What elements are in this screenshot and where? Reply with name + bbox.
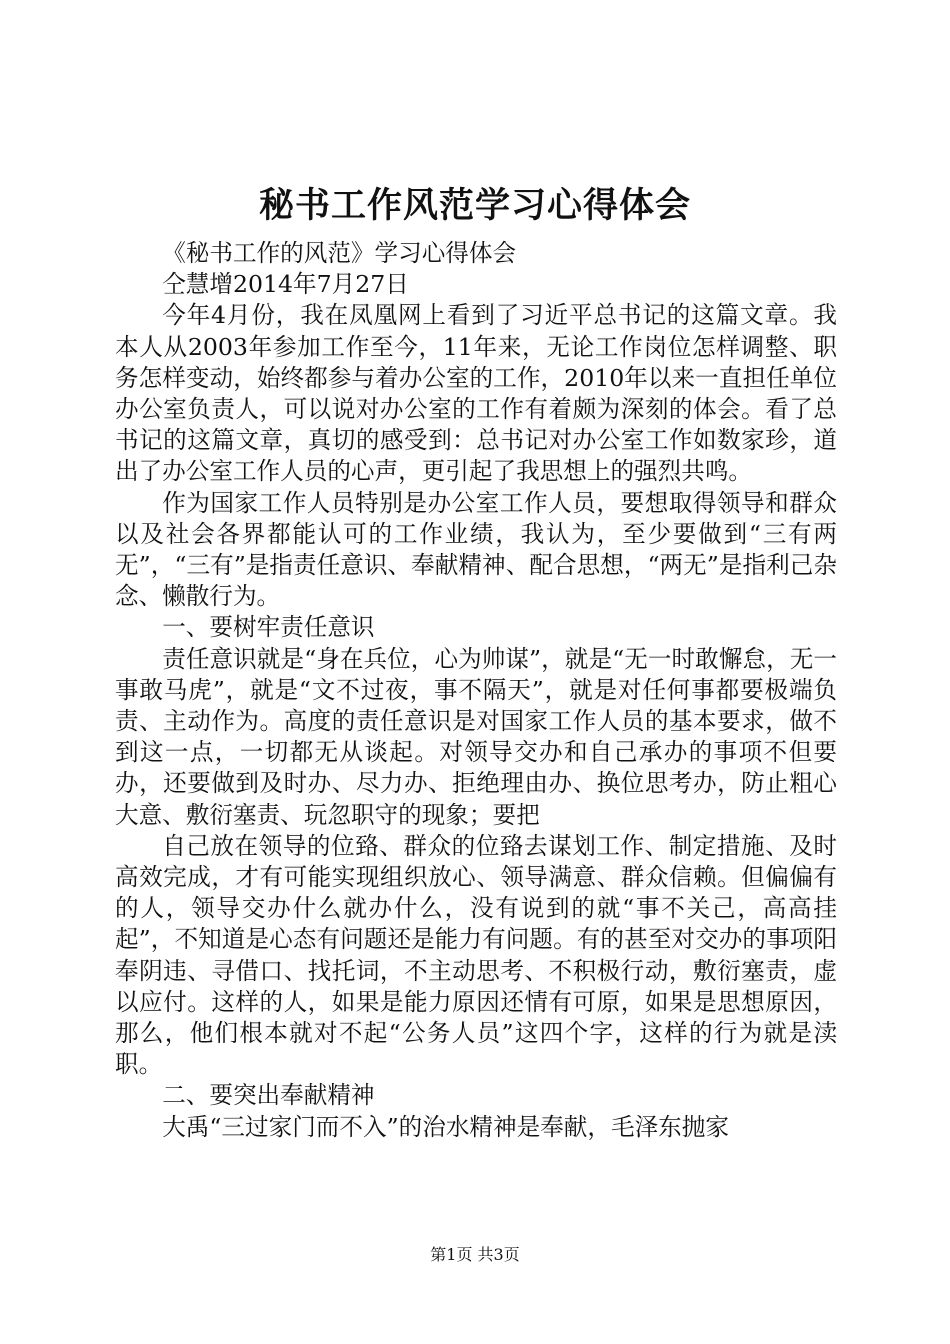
paragraph: 自己放在领导的位臵、群众的位臵去谋划工作、制定措施、及时高效完成，才有可能实现组织放心、领导满意、群众信赖。但偏偏有的人，领导交办什么就办什么，没有说到的就“事不关己，高高挂起”，不知道是心态有问题还是能力有问题。有的甚至对交办的事项阳奉阴违、寻借口、找托词，不主动思考、不积极行动，敷衍塞责，虚以应付。这样的人，如果是能力原因还情有可原，如果是思想原因，那么，他们根本就对不起“公务人员”这四个字，这样的行为就是渎职。 <box>115 831 837 1079</box>
paragraph: 责任意识就是“身在兵位，心为帅谋”，就是“无一时敢懈怠，无一事敢马虎”，就是“文不过夜，事不隔天”，就是对任何事都要极端负责、主动作为。高度的责任意识是对国家工作人员的基本要求，做不到这一点，一切都无从谈起。对领导交办和自己承办的事项不但要办，还要做到及时办、尽力办、拒绝理由办、换位思考办，防止粗心大意、敷衍塞责、玩忽职守的现象；要把 <box>115 644 837 829</box>
paragraph: 大禹“三过家门而不入”的治水精神是奉献，毛泽东抛家 <box>162 1112 729 1141</box>
paragraph: 作为国家工作人员特别是办公室工作人员，要想取得领导和群众以及社会各界都能认可的工作业绩，我认为，至少要做到“三有两无”，“三有”是指责任意识、奉献精神、配合思想，“两无”是指利己杂念、懒散行为。 <box>115 488 837 611</box>
document-body <box>115 238 837 1143</box>
paragraph: 今年4月份，我在凤凰网上看到了习近平总书记的这篇文章。我本人从2003年参加工作至今，11年来，无论工作岗位怎样调整、职务怎样变动，始终都参与着办公室的工作，2010年以来一直担任单位办公室负责人，可以说对办公室的工作有着颇为深刻的体会。看了总书记的这篇文章，真切的感受到：总书记对办公室工作如数家珍，道出了办公室工作人员的心声，更引起了我思想上的强烈共鸣。 <box>115 301 837 486</box>
paragraph-author-date: 仝慧增2014年7月27日 <box>162 270 409 299</box>
page-footer: 第1页 共3页 <box>430 1245 520 1264</box>
document-title: 秘书工作风范学习心得体会 <box>258 185 691 226</box>
paragraph-subtitle: 《秘书工作的风范》学习心得体会 <box>162 239 517 267</box>
section-heading: 一、要树牢责任意识 <box>162 613 375 642</box>
section-heading: 二、要突出奉献精神 <box>162 1081 375 1110</box>
